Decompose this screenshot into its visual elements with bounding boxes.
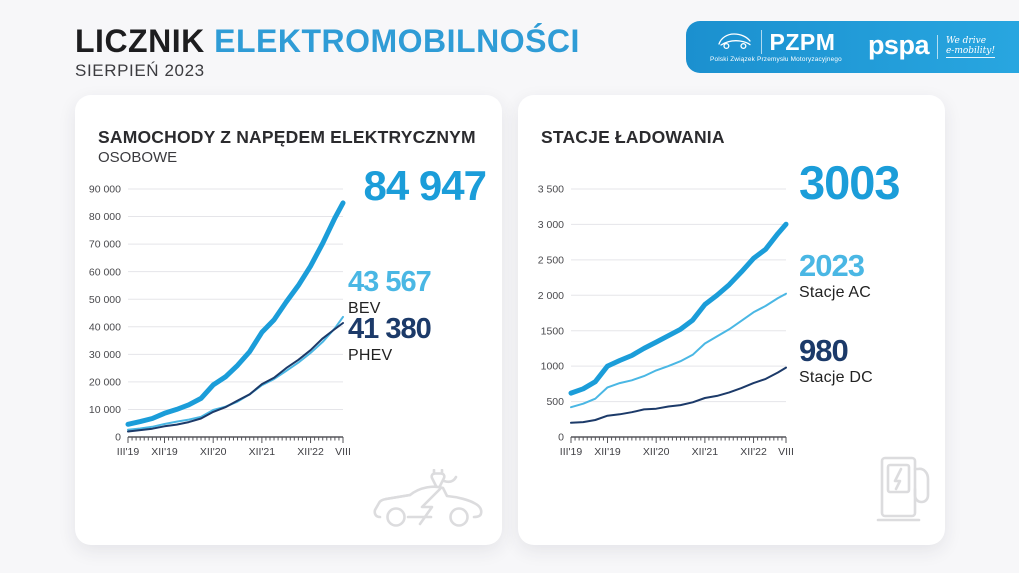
stations-ac-label: Stacje AC [799, 284, 872, 301]
pzpm-logo [710, 30, 842, 63]
pzpm-car-icon [717, 30, 753, 54]
ev-cars-line-chart [83, 179, 363, 464]
phev-label: PHEV [348, 347, 393, 364]
stations-total-value: 3003 [799, 156, 900, 209]
pzpm-name: PZPM [769, 28, 836, 55]
svg-text:XII'20: XII'20 [199, 446, 227, 458]
svg-text:III'19: III'19 [559, 446, 583, 458]
svg-text:3 500: 3 500 [537, 183, 564, 196]
page-title-blue: ELEKTROMOBILNOŚCI [214, 23, 580, 59]
ev-total-value: 84 947 [363, 162, 486, 209]
svg-text:XII'20: XII'20 [642, 446, 670, 458]
ev-total-stat [363, 162, 486, 209]
svg-text:3 000: 3 000 [537, 219, 564, 232]
svg-text:40 000: 40 000 [88, 321, 121, 334]
svg-text:2 500: 2 500 [537, 254, 564, 267]
svg-text:0: 0 [115, 431, 121, 444]
pspa-name: pspa [867, 29, 929, 60]
page-title [75, 24, 580, 58]
page-subtitle: SIERPIEŃ 2023 [75, 61, 205, 80]
charging-station-icon [875, 453, 933, 527]
svg-text:80 000: 80 000 [88, 211, 121, 224]
svg-text:XII'22: XII'22 [740, 446, 767, 458]
svg-text:VIII: VIII [335, 446, 351, 458]
ev-cars-card-title: SAMOCHODY Z NAPĘDEM ELEKTRYCZNYM [98, 127, 476, 147]
bev-label: BEV [348, 300, 381, 317]
svg-text:XII'22: XII'22 [297, 446, 324, 458]
svg-text:70 000: 70 000 [88, 238, 121, 251]
charging-stations-line-chart [526, 179, 806, 464]
pspa-tagline-line1: We drive [945, 35, 987, 46]
pspa-logo [867, 29, 996, 63]
brand-banner [686, 21, 1019, 73]
pspa-tagline [946, 36, 995, 59]
page-header [75, 24, 580, 81]
svg-text:VIII: VIII [778, 446, 794, 458]
svg-text:III'19: III'19 [116, 446, 140, 458]
svg-text:30 000: 30 000 [88, 348, 121, 361]
stations-dc-value: 980 [799, 333, 848, 368]
svg-text:XII'19: XII'19 [594, 446, 621, 458]
svg-text:2 000: 2 000 [537, 289, 564, 302]
phev-stat [348, 315, 431, 364]
svg-text:1000: 1000 [540, 360, 564, 373]
stations-dc-label: Stacje DC [799, 369, 873, 386]
page-title-black: LICZNIK [75, 23, 205, 59]
svg-text:XII'21: XII'21 [248, 446, 276, 458]
svg-text:60 000: 60 000 [88, 266, 121, 279]
ev-car-icon [370, 469, 488, 531]
svg-text:XII'19: XII'19 [151, 446, 178, 458]
svg-text:XII'21: XII'21 [691, 446, 719, 458]
pzpm-divider [761, 30, 762, 54]
bev-stat [348, 268, 431, 317]
charging-stations-card [518, 95, 945, 545]
pspa-tagline-line2: e-mobility! [946, 46, 995, 58]
bev-value: 43 567 [348, 266, 431, 298]
stations-dc-stat [799, 335, 873, 386]
svg-text:1500: 1500 [540, 325, 564, 338]
ev-cars-card-subtitle: OSOBOWE [98, 149, 178, 166]
ev-cars-card [75, 95, 502, 545]
stations-total-stat [799, 156, 900, 209]
svg-text:50 000: 50 000 [88, 293, 121, 306]
pspa-divider [937, 35, 938, 59]
svg-text:500: 500 [546, 396, 564, 409]
stations-ac-value: 2023 [799, 248, 864, 283]
svg-text:10 000: 10 000 [88, 404, 121, 417]
phev-value: 41 380 [348, 313, 431, 345]
stations-ac-stat [799, 250, 871, 301]
svg-text:90 000: 90 000 [88, 183, 121, 196]
pzpm-caption: Polski Związek Przemysłu Motoryzacyjnego [709, 56, 842, 64]
svg-text:20 000: 20 000 [88, 376, 121, 389]
svg-text:0: 0 [558, 431, 564, 444]
charging-stations-card-title: STACJE ŁADOWANIA [541, 127, 725, 147]
